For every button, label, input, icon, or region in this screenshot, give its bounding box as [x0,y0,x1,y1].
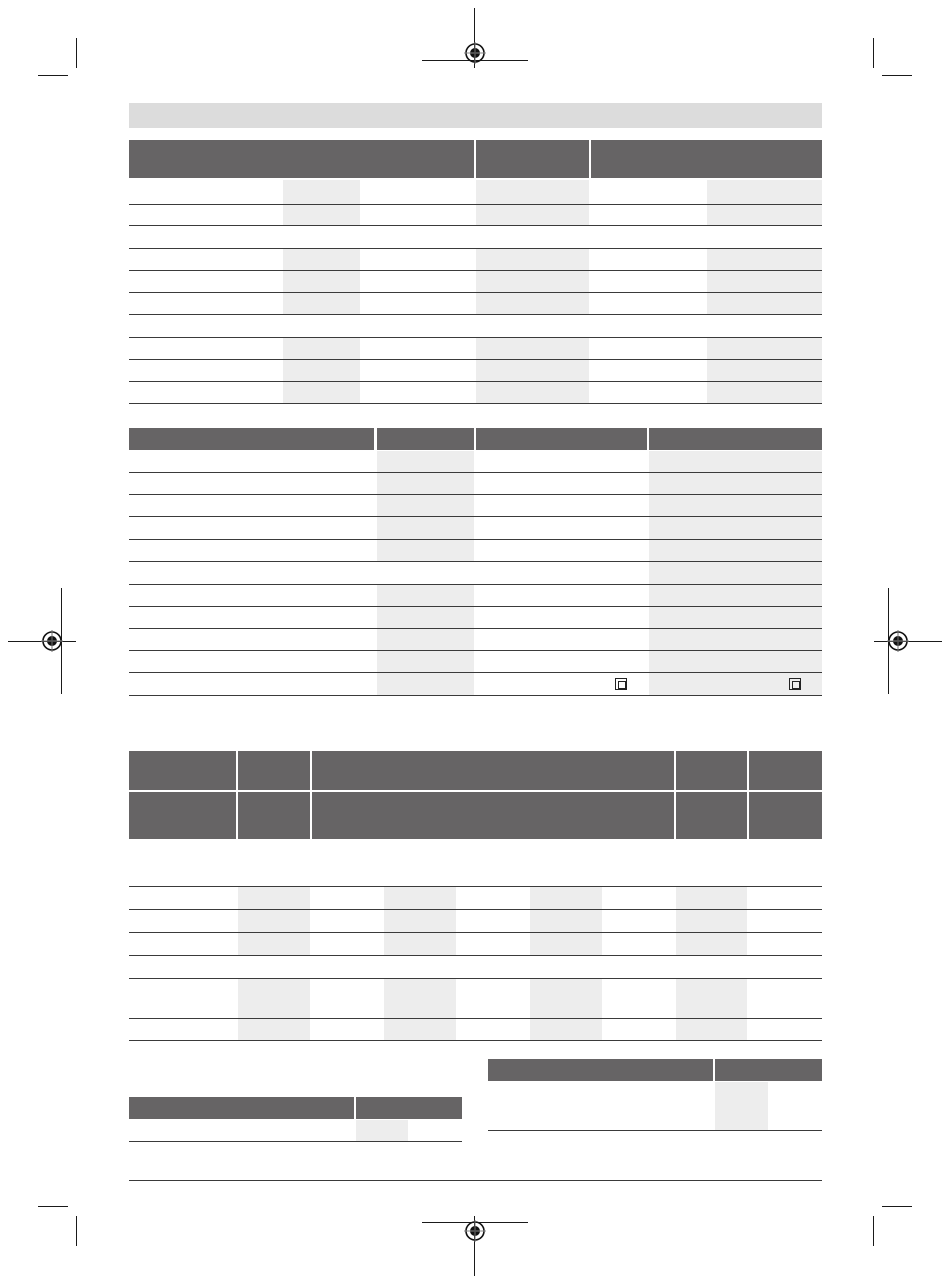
row-divider [129,955,822,956]
table-cell [377,451,474,561]
crop-mark [873,38,874,68]
table-header [129,428,374,450]
table-header [649,428,822,450]
table-cell [707,338,822,403]
row-divider [129,494,822,495]
crop-mark [882,75,912,76]
table-header [129,792,236,839]
table-cell [238,887,310,955]
row-divider [129,628,822,629]
table-header [238,751,310,790]
registration-target-icon [887,630,909,652]
table-cell [356,1120,408,1141]
table-header [749,792,822,839]
crop-mark [882,1206,912,1207]
table-cell [530,979,602,1040]
table-header [377,428,474,450]
table-cell [707,180,822,225]
row-divider [129,292,822,293]
crop-mark [76,1216,77,1246]
row-divider [129,314,822,315]
page-title-bar [129,103,822,128]
table-cell [676,979,747,1040]
registration-target-icon [464,42,486,64]
table-header [476,428,647,450]
table-header [129,1097,354,1119]
table-header [129,140,474,178]
table-cell [377,585,474,695]
row-divider [129,695,822,696]
table-header [715,1059,822,1081]
table-header [312,792,674,839]
table-cell [476,180,589,225]
row-divider [129,359,822,360]
row-divider [129,1141,462,1142]
table-cell [707,249,822,314]
table-cell [283,249,360,314]
row-divider [129,886,822,887]
double-insulation-icon [615,678,627,690]
row-divider [129,584,822,585]
row-divider [129,650,822,651]
row-divider [129,225,822,226]
row-divider [129,672,822,673]
table-cell [384,979,456,1040]
registration-target-icon [41,630,63,652]
table-header [238,792,310,839]
row-divider [129,248,822,249]
row-divider [129,978,822,979]
footer-divider [129,1180,822,1181]
row-divider [488,1130,822,1131]
row-divider [129,403,822,404]
table-cell [476,249,589,314]
table-header [591,140,822,178]
row-divider [129,516,822,517]
row-divider [129,909,822,910]
table-cell [676,887,747,955]
table-header [488,1059,713,1081]
table-header [129,751,236,790]
table-cell [715,1082,768,1130]
row-divider [129,932,822,933]
row-divider [129,606,822,607]
row-divider [129,472,822,473]
table-cell [649,451,822,695]
registration-target-icon [464,1220,486,1242]
row-divider [129,270,822,271]
crop-mark [38,75,68,76]
table-cell [384,887,456,955]
table-cell [283,180,360,225]
table-header [356,1097,462,1119]
table-cell [530,887,602,955]
table-cell [283,338,360,403]
crop-mark [38,1206,68,1207]
table-header [312,751,674,790]
row-divider [129,1018,822,1019]
row-divider [129,204,822,205]
table-header [676,751,747,790]
row-divider [129,539,822,540]
table-header [676,792,747,839]
row-divider [129,337,822,338]
row-divider [129,381,822,382]
table-header [476,140,589,178]
table-cell [238,979,310,1040]
crop-mark [873,1216,874,1246]
table-header [749,751,822,790]
row-divider [129,561,822,562]
double-insulation-icon [789,678,801,690]
row-divider [129,1040,822,1041]
crop-mark [76,38,77,68]
table-cell [476,338,589,403]
